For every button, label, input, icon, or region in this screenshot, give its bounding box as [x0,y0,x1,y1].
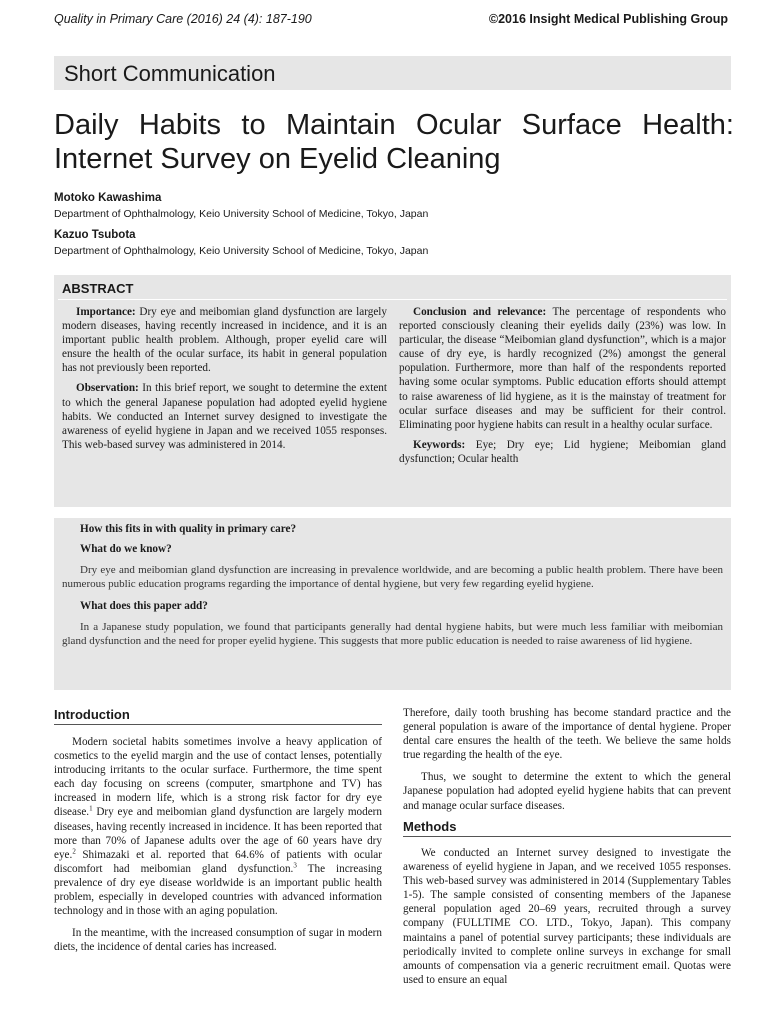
abstract-box [54,275,731,507]
author-name: Kazuo Tsubota [54,229,136,241]
intro-paragraph: In the meantime, with the increased consumption of sugar in modern diets, the incidence of dental caries has increased. [54,927,382,954]
abstract-conclusion: Conclusion and relevance: The percentage of respondents who reported consciously cleaning their eyelids daily (23%) was low. In particular, the disease “Meibomian gland dysfunction”, which is a major cause of dry eye, is hardly recognized (2%) amongst the general population. Furthermore, more than half of the respondents reported having some ocular symptoms. Public education efforts should attempt to raise awareness of lid hygiene, as it is the mainstay of treatment for ocular surface diseases and may be sufficient for their control. Eliminating poor hygiene habits can result in a healthy ocular surface. [399,306,726,431]
abstract-observation: Observation: In this brief report, we sought to determine the extent to which the general Japanese population had adopted eyelid hygiene habits. We conducted an Internet survey designed to investigate the awareness of eyelid hygiene in Japan and we received 1055 responses. This web-based survey was administered in 2014. [62,382,387,451]
methods-rule [403,836,731,837]
abstract-heading: ABSTRACT [62,281,134,296]
summary-question-fit: How this fits in with quality in primary care? [80,523,297,535]
running-header [54,12,728,30]
left-body-column [54,735,382,962]
methods-paragraph: We conducted an Internet survey designed to investigate the awareness of eyelid hygiene in Japan, and we received 1055 responses. This web-based survey was administered in 2014 (Supplementary Tables 1-5). The sample consisted of consenting members of the Japanese general population aged 20–69 years, recruited through a survey company (FULLTIME CO. LTD., Tokyo, Japan). This company maintains a panel of potential survey participants; these individuals are periodically invited to complete online surveys in exchange for small amounts of compensation via a generic recruitment email. Quotas were used to ensure an equal [403,847,731,986]
introduction-rule [54,724,382,725]
abstract-divider [58,299,727,300]
author-affiliation: Department of Ophthalmology, Keio University School of Medicine, Tokyo, Japan [54,208,429,220]
article-type-band [54,56,731,90]
methods-heading: Methods [403,819,457,834]
introduction-heading: Introduction [54,707,130,722]
abstract-keywords: Keywords: Eye; Dry eye; Lid hygiene; Meibomian gland dysfunction; Ocular health [399,438,727,465]
intro-continued-paragraph: Therefore, daily tooth brushing has become standard practice and the general population is aware of the importance of dental hygiene. Proper dental care ensures the health of the teeth. We believe the same holds true regarding the health of the eye. [403,707,731,762]
quality-summary-box [54,518,731,690]
intro-paragraph: Thus, we sought to determine the extent to which the general Japanese population had adopted eyelid hygiene habits that can prevent and manage ocular surface diseases. [403,771,731,812]
summary-question-know: What do we know? [80,543,172,555]
abstract-left-column [62,305,387,458]
journal-citation: Quality in Primary Care (2016) 24 (4): 187-190 [54,12,312,26]
abstract-importance: Importance: Dry eye and meibomian gland dysfunction are largely modern diseases, having recently increased in incidence, and it is an important public health problem. Although, proper eyelid care will ensure the health of the ocular surface, its habit in general population has not previously been reported. [62,306,387,375]
article-title: Daily Habits to Maintain Ocular Surface Health: Internet Survey on Eyelid Cleaning [54,109,734,175]
author-affiliation: Department of Ophthalmology, Keio University School of Medicine, Tokyo, Japan [54,245,429,257]
summary-question-adds: What does this paper add? [80,599,208,612]
publisher-copyright: ©2016 Insight Medical Publishing Group [488,12,728,26]
author-name: Motoko Kawashima [54,192,162,204]
intro-paragraph: Modern societal habits sometimes involve a heavy application of cosmetics to the eyelid margin and the use of contact lenses, potentially introducing irritants to the ocular surface. Furthermore, the time spent each day focusing on screens (computer, smartphone and TV) has increased in modern life, which is a strong risk factor for dry eye disease.$^1$ Dry eye and meibomian gland dysfunction are largely modern diseases, having recently increased in incidence. It has been reported that more than 70% of Japanese adults over the age of 60 years have dry eye.$^2$ Shimazaki et al. reported that 64.6% of patients with ocular discomfort had meibomian gland dysfunction.$^3$ The increasing prevalence of dry eye disease worldwide is an important public health problem, especially in developed countries with advanced information technology and in those with an aging population. [54,736,382,918]
right-body-column [403,706,731,821]
summary-answer-adds: In a Japanese study population, we found that participants generally had dental hygiene habits, but were much less familiar with meibomian gland dysfunction and the need for proper eyelid hygiene. This suggests that more public education is needed to raise awareness of lid hygiene. [62,620,723,648]
abstract-right-column [399,305,726,472]
article-type: Short Communication [64,61,276,86]
summary-answer-know: Dry eye and meibomian gland dysfunction are increasing in prevalence worldwide, and are becoming a public health problem. There have been numerous public education programs regarding the importance of dental hygiene, but very few regarding eyelid hygiene. [62,564,723,591]
methods-column [403,846,731,995]
